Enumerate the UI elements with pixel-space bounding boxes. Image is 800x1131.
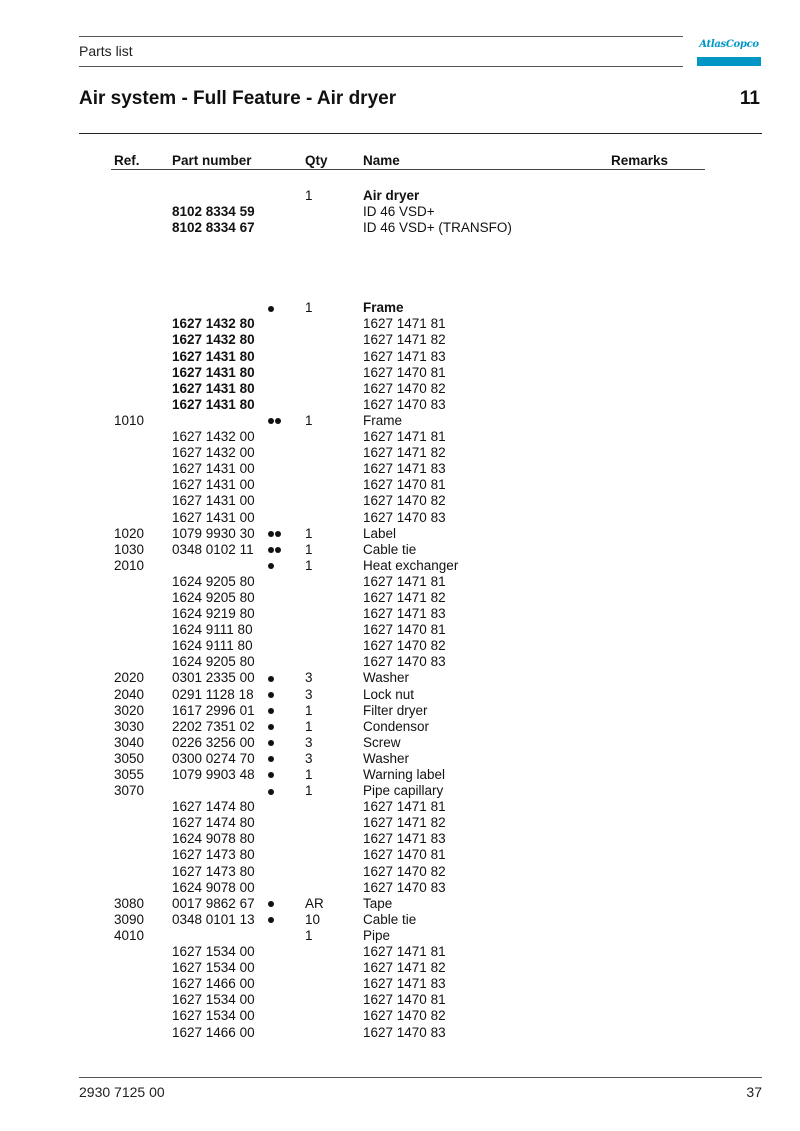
table-row — [0, 864, 800, 880]
part-number-cell: 1624 9111 80 — [172, 622, 253, 638]
table-row — [0, 606, 800, 622]
part-number-cell: 0017 9862 67 — [172, 895, 255, 911]
table-row — [0, 1025, 800, 1041]
name-cell: 1627 1471 81 — [363, 316, 446, 332]
table-row — [0, 815, 800, 831]
name-cell: 1627 1471 81 — [363, 944, 446, 960]
name-cell: 1627 1470 82 — [363, 863, 446, 879]
part-number-cell: 0348 0101 13 — [172, 911, 255, 927]
level-dot-icon — [268, 756, 274, 762]
part-number-cell: 1627 1432 00 — [172, 429, 255, 445]
part-number-cell: 1627 1431 00 — [172, 461, 255, 477]
name-cell: Filter dryer — [363, 702, 428, 718]
part-number-cell: 8102 8334 59 — [172, 204, 255, 220]
level-dots — [268, 767, 275, 783]
level-dots — [268, 670, 275, 686]
name-cell: Warning label — [363, 767, 446, 782]
header-section-label: Parts list — [79, 43, 133, 59]
ref-cell: 3020 — [114, 702, 145, 718]
table-row — [0, 960, 800, 976]
qty-cell: 1 — [305, 300, 313, 316]
qty-cell: 1 — [305, 188, 313, 203]
name-cell: ID 46 VSD+ (TRANSFO) — [363, 220, 512, 236]
qty-cell: 1 — [305, 767, 313, 782]
name-cell: 1627 1471 82 — [363, 815, 446, 831]
table-row — [0, 670, 800, 686]
level-dots — [268, 703, 275, 719]
part-number-cell: 1627 1431 80 — [172, 380, 255, 396]
part-number-cell: 1624 9078 00 — [172, 879, 255, 895]
part-number-cell: 1627 1432 80 — [172, 332, 255, 348]
name-cell: 1627 1470 83 — [363, 396, 446, 412]
part-number-cell: 1624 9205 80 — [172, 654, 255, 670]
name-cell: 1627 1470 83 — [363, 1024, 446, 1040]
part-number-cell: 1627 1534 00 — [172, 1008, 255, 1024]
qty-cell: 1 — [305, 718, 313, 734]
qty-cell: 1 — [305, 557, 313, 573]
level-dots — [268, 526, 282, 542]
name-cell: 1627 1470 82 — [363, 493, 446, 509]
name-cell: 1627 1470 81 — [363, 847, 446, 863]
name-cell: Washer — [363, 670, 410, 686]
table-row — [0, 477, 800, 493]
logo-wordmark: AtlasCopco — [699, 39, 759, 50]
table-row — [0, 590, 800, 606]
name-cell: 1627 1470 82 — [363, 1008, 446, 1024]
name-cell: Pipe capillary — [363, 783, 444, 799]
table-row — [0, 1008, 800, 1024]
part-number-cell: 1624 9205 80 — [172, 589, 255, 605]
part-number-cell: 1624 9078 80 — [172, 831, 255, 847]
part-number-cell: 1617 2996 01 — [172, 702, 255, 718]
name-cell: 1627 1470 83 — [363, 509, 446, 525]
name-cell: Frame — [363, 300, 404, 316]
level-dots — [268, 719, 275, 735]
name-cell: 1627 1471 81 — [363, 799, 446, 815]
table-row — [0, 332, 800, 348]
table-row — [0, 413, 800, 429]
qty-cell: 3 — [305, 686, 313, 702]
table-row — [0, 220, 800, 236]
part-number-cell: 0291 1128 18 — [172, 686, 254, 702]
table-row — [0, 542, 800, 558]
header-rule-top — [79, 36, 683, 37]
table-row — [0, 912, 800, 928]
header-rule-bottom — [79, 66, 683, 67]
part-number-cell: 1624 9205 80 — [172, 573, 255, 589]
part-number-cell: 1624 9219 80 — [172, 606, 255, 622]
name-cell: Pipe — [363, 927, 391, 943]
table-row — [0, 847, 800, 863]
name-cell: 1627 1471 82 — [363, 589, 446, 605]
level-dot-icon — [268, 789, 274, 795]
name-cell: 1627 1471 81 — [363, 573, 446, 589]
level-dot-icon — [268, 306, 274, 312]
level-dot-icon — [268, 917, 274, 923]
table-row — [0, 976, 800, 992]
name-cell: Heat exchanger — [363, 557, 459, 573]
table-row — [0, 429, 800, 445]
qty-cell: 1 — [305, 783, 313, 799]
ref-cell: 3030 — [114, 718, 145, 734]
name-cell: Air dryer — [363, 188, 420, 203]
table-row — [0, 638, 800, 654]
table-row — [0, 558, 800, 574]
ref-cell: 3050 — [114, 750, 145, 766]
qty-cell: AR — [305, 895, 324, 911]
table-row — [0, 204, 800, 220]
chapter-number: 11 — [739, 88, 760, 109]
part-number-cell: 1627 1474 80 — [172, 799, 255, 815]
column-header-name: Name — [363, 153, 400, 168]
table-row — [0, 365, 800, 381]
title-rule — [79, 133, 762, 134]
name-cell: 1627 1470 81 — [363, 622, 446, 638]
table-row — [0, 188, 800, 204]
page-title: Air system - Full Feature - Air dryer — [79, 88, 397, 109]
part-number-cell: 1624 9111 80 — [172, 638, 253, 654]
name-cell: ID 46 VSD+ — [363, 204, 435, 220]
qty-cell: 3 — [305, 734, 313, 750]
level-dot-icon — [268, 740, 274, 746]
level-dot-icon — [268, 901, 274, 907]
name-cell: Screw — [363, 734, 401, 750]
part-number-cell: 1627 1474 80 — [172, 815, 255, 831]
part-number-cell: 1627 1534 00 — [172, 992, 255, 1008]
table-row — [0, 461, 800, 477]
table-row — [0, 574, 800, 590]
level-dots — [268, 751, 275, 767]
level-dots — [268, 912, 275, 928]
qty-cell: 1 — [305, 702, 313, 718]
level-dot-icon — [275, 547, 281, 553]
ref-cell: 3040 — [114, 734, 145, 750]
group-spacer — [0, 236, 800, 300]
name-cell: Cable tie — [363, 541, 417, 557]
parts-table — [0, 188, 800, 1041]
level-dot-icon — [268, 692, 274, 698]
ref-cell: 3090 — [114, 911, 145, 927]
name-cell: Label — [363, 525, 397, 541]
name-cell: 1627 1471 83 — [363, 976, 446, 992]
ref-cell: 3080 — [114, 895, 145, 911]
name-cell: Washer — [363, 750, 410, 766]
name-cell: 1627 1470 82 — [363, 380, 446, 396]
table-row — [0, 397, 800, 413]
table-row — [0, 896, 800, 912]
name-cell: 1627 1470 83 — [363, 654, 446, 670]
part-number-cell: 0226 3256 00 — [172, 734, 255, 750]
level-dots — [268, 687, 275, 703]
part-number-cell: 1627 1534 00 — [172, 944, 255, 960]
ref-cell: 2040 — [114, 686, 145, 702]
ref-cell: 2020 — [114, 670, 145, 686]
part-number-cell: 1627 1431 00 — [172, 493, 255, 509]
table-row — [0, 349, 800, 365]
table-row — [0, 316, 800, 332]
table-row — [0, 944, 800, 960]
column-header-qty: Qty — [305, 153, 328, 168]
part-number-cell: 1079 9930 30 — [172, 525, 255, 541]
part-number-cell: 1627 1431 00 — [172, 477, 255, 493]
ref-cell: 3070 — [114, 783, 145, 799]
level-dots — [268, 783, 275, 799]
level-dot-icon — [268, 547, 274, 553]
column-header-ref: Ref. — [114, 153, 140, 168]
name-cell: 1627 1471 82 — [363, 332, 446, 348]
level-dots — [268, 300, 275, 316]
part-number-cell: 1627 1431 80 — [172, 364, 255, 380]
column-header-part-number: Part number — [172, 153, 252, 168]
name-cell: Cable tie — [363, 911, 417, 927]
name-cell: 1627 1470 83 — [363, 879, 446, 895]
name-cell: 1627 1471 82 — [363, 445, 446, 461]
part-number-cell: 1627 1466 00 — [172, 976, 255, 992]
part-number-cell: 0300 0274 70 — [172, 750, 255, 766]
table-row — [0, 381, 800, 397]
part-number-cell: 1627 1432 00 — [172, 445, 255, 461]
name-cell: 1627 1470 82 — [363, 638, 446, 654]
part-number-cell: 1627 1431 80 — [172, 396, 255, 412]
level-dot-icon — [268, 724, 274, 730]
name-cell: Tape — [363, 895, 393, 911]
name-cell: 1627 1470 81 — [363, 364, 446, 380]
part-number-cell: 2202 7351 02 — [172, 718, 255, 734]
table-row — [0, 703, 800, 719]
qty-cell: 1 — [305, 525, 313, 541]
ref-cell: 1010 — [114, 412, 145, 428]
name-cell: 1627 1471 83 — [363, 606, 446, 622]
qty-cell: 1 — [305, 541, 313, 557]
level-dot-icon — [268, 772, 274, 778]
table-row — [0, 799, 800, 815]
part-number-cell: 1627 1473 80 — [172, 863, 255, 879]
level-dots — [268, 896, 275, 912]
table-row — [0, 880, 800, 896]
table-row — [0, 526, 800, 542]
part-number-cell: 0348 0102 11 — [172, 541, 254, 557]
table-row — [0, 687, 800, 703]
qty-cell: 1 — [305, 412, 313, 428]
table-row — [0, 928, 800, 944]
qty-cell: 1 — [305, 927, 313, 943]
name-cell: 1627 1471 81 — [363, 429, 446, 445]
table-row — [0, 767, 800, 783]
name-cell: 1627 1470 81 — [363, 992, 446, 1008]
level-dot-icon — [275, 418, 281, 424]
name-cell: Condensor — [363, 718, 430, 734]
column-header-remarks: Remarks — [611, 153, 669, 168]
part-number-cell: 1079 9903 48 — [172, 767, 255, 782]
table-row — [0, 831, 800, 847]
level-dot-icon — [268, 676, 274, 682]
level-dots — [268, 542, 282, 558]
table-row — [0, 751, 800, 767]
table-row — [0, 300, 800, 316]
level-dot-icon — [275, 531, 281, 537]
table-row — [0, 510, 800, 526]
name-cell: Frame — [363, 412, 403, 428]
table-row — [0, 445, 800, 461]
level-dot-icon — [268, 418, 274, 424]
name-cell: 1627 1471 83 — [363, 831, 446, 847]
atlas-copco-logo — [697, 36, 761, 66]
name-cell: 1627 1471 83 — [363, 461, 446, 477]
name-cell: 1627 1470 81 — [363, 477, 446, 493]
level-dots — [268, 413, 282, 429]
qty-cell: 10 — [305, 911, 321, 927]
name-cell: Lock nut — [363, 686, 415, 702]
part-number-cell: 1627 1466 00 — [172, 1024, 255, 1040]
footer-rule — [79, 1077, 762, 1078]
name-cell: 1627 1471 83 — [363, 348, 446, 364]
table-row — [0, 735, 800, 751]
part-number-cell: 1627 1432 80 — [172, 316, 255, 332]
qty-cell: 3 — [305, 750, 313, 766]
footer-page-number: 37 — [746, 1084, 762, 1100]
part-number-cell: 1627 1431 80 — [172, 348, 255, 364]
table-row — [0, 622, 800, 638]
part-number-cell: 1627 1534 00 — [172, 960, 255, 976]
column-header-rule — [111, 169, 705, 170]
part-number-cell: 1627 1431 00 — [172, 509, 255, 525]
table-row — [0, 992, 800, 1008]
table-row — [0, 654, 800, 670]
ref-cell: 1030 — [114, 541, 145, 557]
ref-cell: 1020 — [114, 525, 145, 541]
ref-cell: 4010 — [114, 927, 145, 943]
part-number-cell: 8102 8334 67 — [172, 220, 255, 236]
level-dot-icon — [268, 531, 274, 537]
logo-bar — [697, 57, 761, 66]
level-dot-icon — [268, 563, 274, 569]
part-number-cell: 1627 1473 80 — [172, 847, 255, 863]
ref-cell: 3055 — [114, 767, 145, 782]
ref-cell: 2010 — [114, 557, 145, 573]
level-dot-icon — [268, 708, 274, 714]
footer-doc-number: 2930 7125 00 — [79, 1084, 165, 1100]
part-number-cell: 0301 2335 00 — [172, 670, 255, 686]
table-row — [0, 493, 800, 509]
table-row — [0, 719, 800, 735]
table-row — [0, 783, 800, 799]
level-dots — [268, 558, 275, 574]
qty-cell: 3 — [305, 670, 313, 686]
level-dots — [268, 735, 275, 751]
name-cell: 1627 1471 82 — [363, 960, 446, 976]
